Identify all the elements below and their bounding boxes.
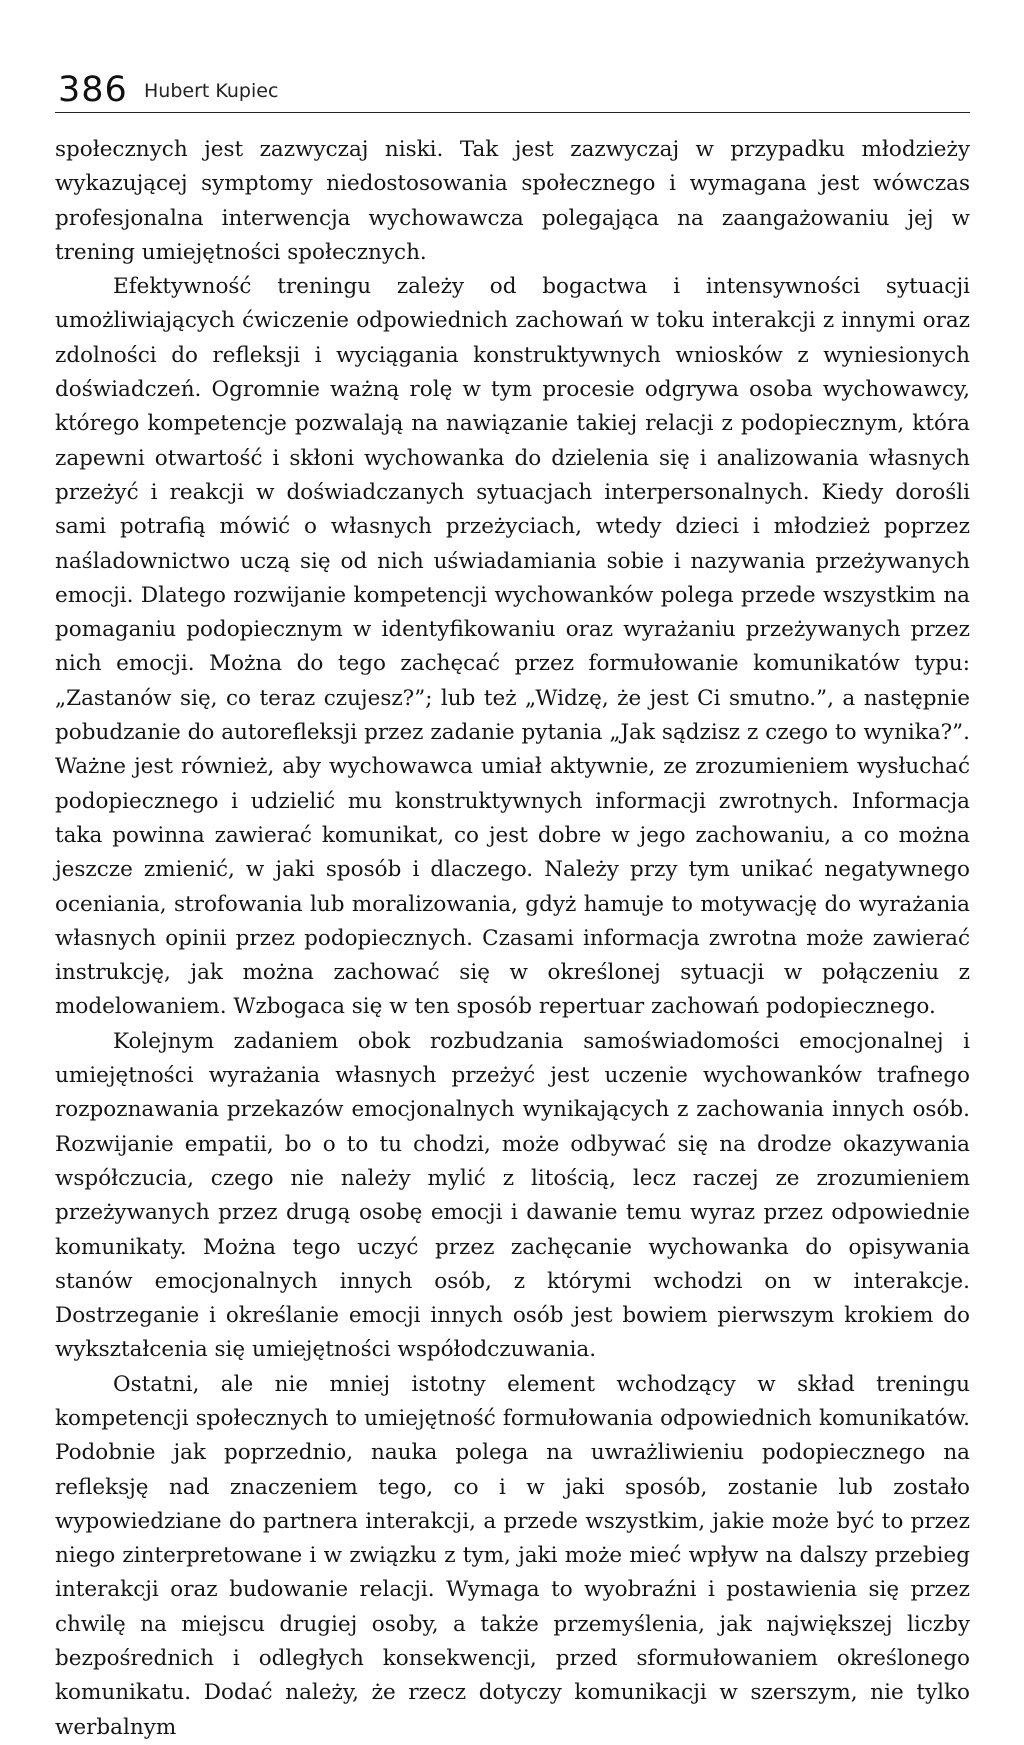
paragraph: Efektywność treningu zależy od bogactwa i intensywności sytuacji umożliwiających ćwiczenie odpowiednich zachowań w toku interakcji z innymi oraz zdolności do refleksji i wyciągania konstruktywnych wniosków z wyniesionych doświadczeń. Ogromnie ważną rolę w tym procesie odgrywa osoba wychowawcy, którego kompetencje pozwalają na nawiązanie takiej relacji z podopiecznym, która zapewni otwartość i skłoni wychowanka do dzielenia się i analizowania własnych przeżyć i reakcji w doświadczanych sytuacjach interpersonalnych. Kiedy dorośli sami potrafią mówić o własnych przeżyciach, wtedy dzieci i młodzież poprzez naśladownictwo uczą się od nich uświadamiania sobie i nazywania przeżywanych emocji. Dlatego rozwijanie kompetencji wychowanków polega przede wszystkim na pomaganiu podopiecznym w identyfikowaniu oraz wyrażaniu przeżywanych przez nich emocji. Można do tego zachęcać przez formułowanie komunikatów typu: „Zastanów się, co teraz czujesz?”; lub też „Widzę, że jest Ci smutno.”, a następnie pobudzanie do autorefleksji przez zadanie pytania „Jak sądzisz z czego to wynika?”. Ważne jest również, aby wychowawca umiał aktywnie, ze zrozumieniem wysłuchać podopiecznego i udzielić mu konstruktywnych informacji zwrotnych. Informacja taka powinna zawierać komunikat, co jest dobre w jego zachowaniu, a co można jeszcze zmienić, w jaki sposób i dlaczego. Należy przy tym unikać negatywnego oceniania, strofowania lub moralizowania, gdyż hamuje to motywację do wyrażania własnych opinii przez podopiecznych. Czasami informacja zwrotna może zawierać instrukcję, jak można zachować się w określonej sytuacji w połączeniu z modelowaniem. Wzbogaca się w ten sposób repertuar zachowań podopiecznego. — [55, 274, 970, 1020]
page-number: 386 — [58, 70, 128, 110]
running-head-author: Hubert Kupiec — [144, 80, 279, 102]
paragraph: Kolejnym zadaniem obok rozbudzania samoświadomości emocjonalnej i umiejętności wyrażania własnych przeżyć jest uczenie wychowanków trafnego rozpoznawania przekazów emocjonalnych wynikających z zachowania innych osób. Rozwijanie empatii, bo o to tu chodzi, może odbywać się na drodze okazywania współczucia, czego nie należy mylić z litością, lecz raczej ze zrozumieniem przeżywanych przez drugą osobę emocji i dawanie temu wyraz przez odpowiednie komunikaty. Można tego uczyć przez zachęcanie wychowanka do opisywania stanów emocjonalnych innych osób, z którymi wchodzi on w interakcje. Dostrzeganie i określanie emocji innych osób jest bowiem pierwszym krokiem do wykształcenia się umiejętności współodczuwania. — [55, 1028, 970, 1363]
page-header — [55, 66, 970, 113]
body-text — [55, 133, 970, 1745]
paragraph-continued: społecznych jest zazwyczaj niski. Tak jest zazwyczaj w przypadku młodzieży wykazującej symptomy niedostosowania społecznego i wymagana jest wówczas profesjonalna interwencja wychowawcza polegająca na zaangażowaniu jej w trening umiejętności społecznych. — [55, 137, 970, 265]
paragraph: Ostatni, ale nie mniej istotny element wchodzący w skład treningu kompetencji społecznych to umiejętność formułowania odpowiednich komunikatów. Podobnie jak poprzednio, nauka polega na uwrażliwieniu podopiecznego na refleksję nad znaczeniem tego, co i w jaki sposób, zostanie lub zostało wypowiedziane do partnera interakcji, a przede wszystkim, jakie może być to przez niego zinterpretowane i w związku z tym, jaki może mieć wpływ na dalszy przebieg interakcji oraz budowanie relacji. Wymaga to wyobraźni i postawienia się przez chwilę na miejscu drugiej osoby, a także przemyślenia, jak największej liczby bezpośrednich i odległych konsekwencji, przed sformułowaniem określonego komunikatu. Dodać należy, że rzecz dotyczy komunikacji w szerszym, nie tylko werbalnym — [55, 1371, 970, 1740]
